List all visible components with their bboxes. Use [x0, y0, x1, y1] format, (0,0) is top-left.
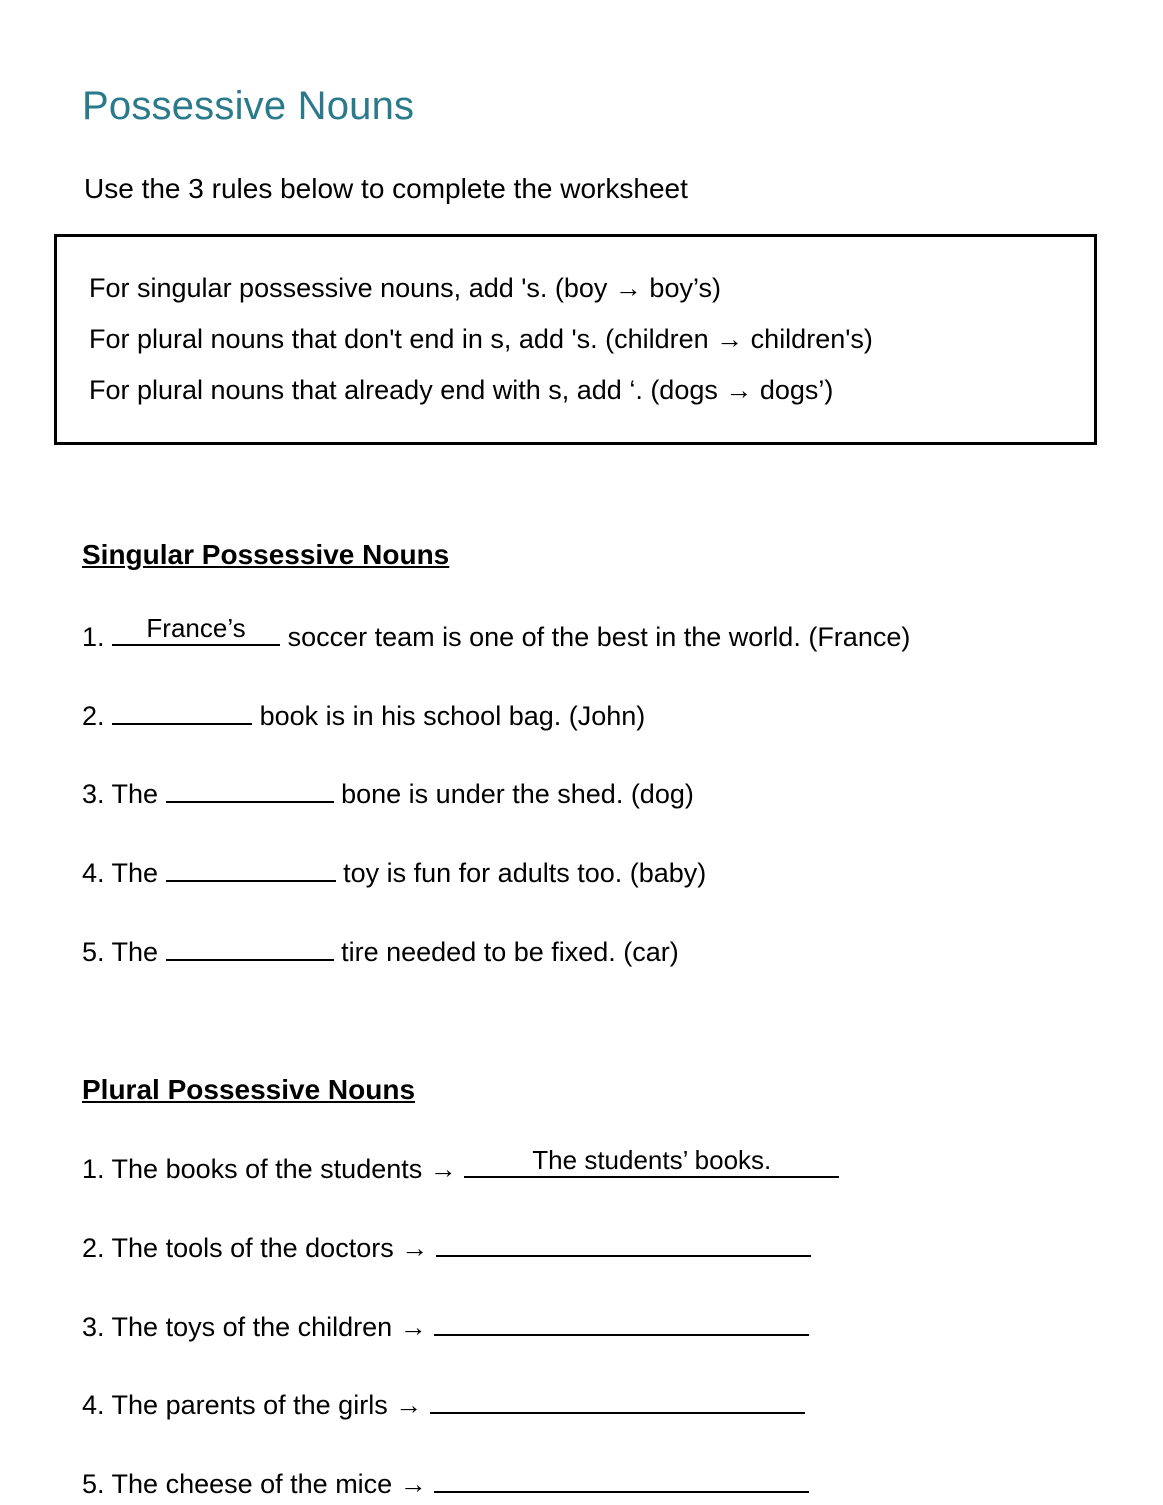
arrow-icon: →	[399, 1469, 427, 1500]
answer-blank-singular-4[interactable]	[166, 854, 336, 882]
section-heading-plural: Plural Possessive Nouns	[82, 1073, 416, 1105]
item-number: 5.	[82, 936, 105, 967]
list-item	[82, 1229, 1093, 1266]
answer-text: France’s	[146, 612, 246, 643]
item-number: 4.	[82, 858, 105, 889]
answer-blank-singular-3[interactable]	[166, 775, 334, 803]
plural-question-list	[82, 1145, 1093, 1502]
rules-box	[54, 234, 1097, 446]
rule-line-3: For plural nouns that already end with s, add ‘. (dogs → dogs’)	[89, 375, 834, 406]
item-number: 3.	[82, 1311, 105, 1342]
answer-blank-plural-5[interactable]	[434, 1465, 809, 1493]
answer-blank-plural-3[interactable]	[434, 1308, 809, 1336]
page-title: Possessive Nouns	[82, 84, 415, 128]
arrow-icon: →	[429, 1154, 457, 1185]
list-item	[82, 854, 1093, 891]
item-text: soccer team is one of the best in the world. (France)	[287, 621, 911, 652]
item-prompt: The books of the students	[111, 1154, 423, 1185]
item-number: 3.	[82, 779, 105, 810]
arrow-icon: →	[399, 1311, 427, 1342]
arrow-icon: →	[401, 1232, 429, 1263]
arrow-icon: →	[395, 1390, 423, 1421]
answer-blank-plural-4[interactable]	[430, 1386, 805, 1414]
item-text: bone is under the shed. (dog)	[341, 779, 694, 810]
rule-line-2: For plural nouns that don't end in s, add 's. (children → children's)	[89, 323, 873, 354]
item-number: 2.	[82, 1232, 105, 1263]
list-item	[82, 612, 1093, 655]
answer-blank-plural-1[interactable]	[464, 1145, 839, 1178]
list-item	[82, 933, 1093, 970]
list-item	[82, 697, 1093, 734]
item-lead: The	[111, 936, 159, 967]
item-text: toy is fun for adults too. (baby)	[343, 858, 707, 889]
item-number: 2.	[82, 700, 105, 731]
item-number: 1.	[82, 1154, 105, 1185]
item-number: 5.	[82, 1469, 105, 1500]
answer-blank-plural-2[interactable]	[436, 1229, 811, 1257]
item-lead: The	[111, 779, 159, 810]
answer-blank-singular-1[interactable]	[112, 612, 280, 646]
item-prompt: The cheese of the mice	[111, 1469, 393, 1500]
list-item	[82, 1386, 1093, 1423]
item-lead: The	[111, 858, 159, 889]
item-prompt: The tools of the doctors	[111, 1232, 394, 1263]
list-item	[82, 775, 1093, 812]
item-number: 4.	[82, 1390, 105, 1421]
list-item	[82, 1465, 1093, 1502]
item-text: tire needed to be fixed. (car)	[341, 936, 679, 967]
instructions-text: Use the 3 rules below to complete the worksheet	[84, 173, 688, 204]
list-item	[82, 1308, 1093, 1345]
item-number: 1.	[82, 621, 105, 652]
rule-line-1: For singular possessive nouns, add 's. (boy → boy’s)	[89, 272, 721, 303]
answer-blank-singular-2[interactable]	[112, 697, 252, 725]
answer-blank-singular-5[interactable]	[166, 933, 334, 961]
item-text: book is in his school bag. (John)	[259, 700, 646, 731]
answer-text: The students’ books.	[532, 1145, 772, 1176]
list-item	[82, 1145, 1093, 1187]
item-prompt: The toys of the children	[111, 1311, 393, 1342]
item-prompt: The parents of the girls	[111, 1390, 388, 1421]
singular-question-list	[82, 612, 1093, 970]
section-heading-singular: Singular Possessive Nouns	[82, 539, 450, 571]
